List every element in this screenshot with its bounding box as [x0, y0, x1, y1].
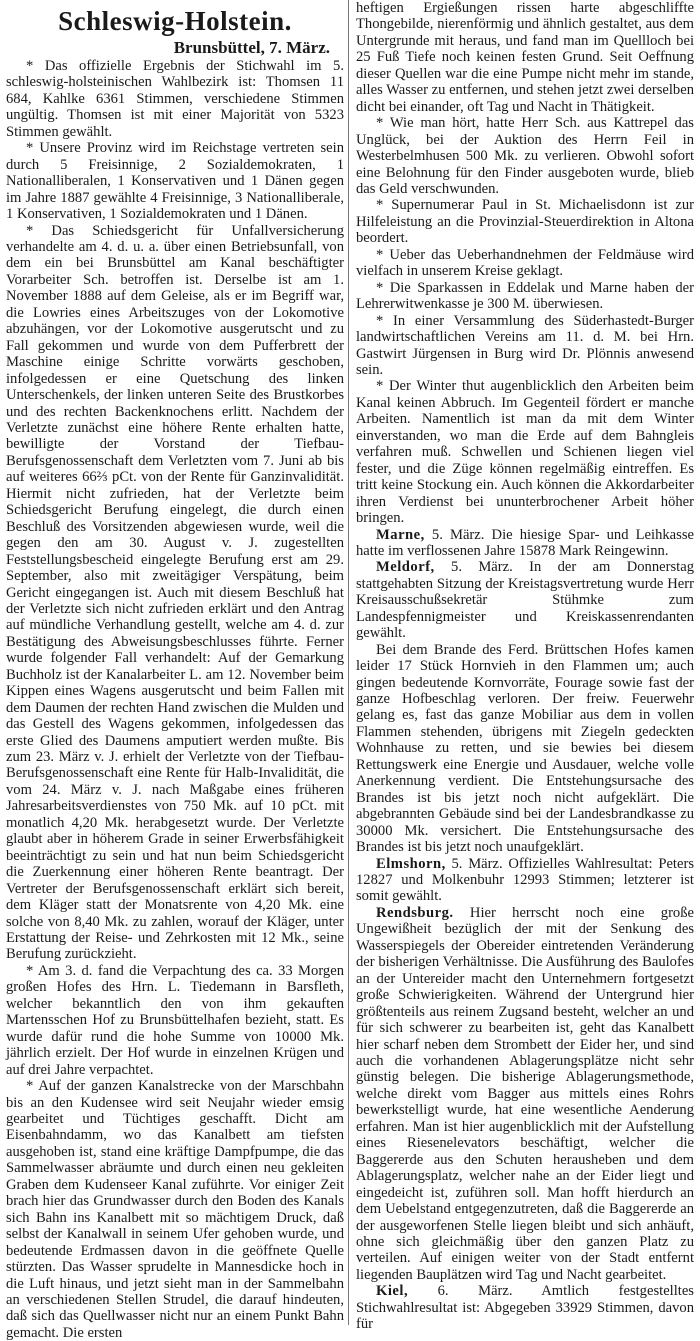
article-paragraph: * Ueber das Ueberhandnehmen der Feldmäuse wird vielfach in unserem Kreise geklagt.	[356, 246, 694, 280]
report-elmshorn	[356, 856, 694, 905]
column-divider	[348, 0, 349, 1325]
report-meldorf	[356, 559, 694, 641]
report-kiel	[356, 1283, 694, 1332]
report-marne	[356, 527, 694, 560]
report-text: 5. März. In der am Donnerstag stattgehabten Sitzung der Kreistagsvertretung wurde Herr Kreisausschußsekretär Stühmke zum Landespfennigmeister und Kreiskassenrendanten gewählt.	[356, 559, 694, 642]
place-name: Elmshorn,	[376, 855, 446, 872]
section-title: Schleswig-Holstein.	[58, 6, 292, 36]
article-paragraph: * In einer Versammlung des Süderhastedt-Burger landwirtschaftlichen Vereins am 11. d. M. bei Hrn. Gastwirt Jürgensen in Burg wird Dr. Plönnis anwesend sein.	[356, 312, 694, 378]
report-text: Hier herrscht noch eine große Ungewißheit bezüglich der mit der Senkung des Wasserspiegels der Obereider eintretenden Veränderung der bisherigen Verhältnisse. Die Ausführung des Baulofes an der Untereider macht den Unternehmern fortgesetzt große Schwierigkeiten. Während der Untergrund hier größtenteils aus reinem Zugsand besteht, welcher an und für sich schwerer zu bearbeiten ist, geht das Kanalbett hier scharf neben dem Strombett der Eider her, und sind auch die vorhandenen Ablagerungsplätze nicht sehr günstig belegen. Die bisherige Ablagerungsmethode, welche direkt vom Bagger aus mittels eines Rohrs bewerkstelligt wurde, hat eine wesentliche Aenderung erfahren. Man ist hier augenblicklich mit der Aufstellung eines Riesenelevators beschäftigt, welcher die Baggererde aus den Schuten herausheben und dem Ablagerungsplatz, welcher nahe an der Eider liegt und eingedeicht ist, zuführen soll. Man hofft hierdurch an dem Uebelstand entgegenzutreten, daß die Baggererde an der ausgeworfenen Stelle liegen bleibt und sich anhäuft, ohne sich gleichmäßig über den ganzen Platz zu verteilen. Auf einigen weiter von der Stadt entfernt liegenden Bauplätzen wird Tag und Nacht gearbeitet.	[356, 904, 694, 1283]
place-name: Kiel,	[376, 1283, 409, 1300]
place-name: Meldorf,	[376, 559, 435, 576]
article-continuation: heftigen Ergießungen rissen harte abgeschliffte Thongebilde, nierenförmig und ähnlich gestaltet, aus dem Untergrunde mit heraus, und fand man im Quellloch bei 25 Fuß Tiefe noch keinen festen Grund. Seit Oeffnung dieser Quellen war die eine Pumpe nicht mehr im stande, alles Wasser zu entfernen, und stehen jetzt zwei derselben dicht bei einander, oft Tag und Nacht in Thätigkeit.	[356, 0, 694, 115]
article-paragraph: * Am 3. d. fand die Verpachtung des ca. 33 Morgen großen Hofes des Hrn. L. Tiedemann in Barsfleth, welcher bekanntlich den von ihm gekauften Martensschen Hof zu Brunsbüttelhafen bezieht, statt. Es wurde dafür rund die hohe Summe von 10000 Mk. jährlich erzielt. Der Hof wurde in einzelnen Krügen und auf drei Jahre verpachtet.	[6, 962, 344, 1078]
place-name: Marne,	[376, 526, 425, 543]
article-paragraph: * Das Schiedsgericht für Unfallversicherung verhandelte am 4. d. u. a. über einen Betriebsunfall, von dem ein bei Brunsbüttel am Kanal beschäftigter Vorarbeiter Sch. betroffen ist. Derselbe ist am 1. November 1888 auf dem Geleise, als er im Begriff war, die Lowries eines Arbeitszuges von der Lokomotive abzuhängen, vor der Lokomotive ausgerutscht und zu Fall gekommen und wurde von dem Pufferbrett der Maschine einige Schritte vorwärts geschoben, infolgedessen er eine Quetschung des linken Unterschenkels, der linken unteren Seite des Brustkorbes und des rechten Backenknochens erlitt. Nachdem der Verletzte zunächst eine höhere Rente erhalten hatte, bewilligte der Vorstand der Tiefbau-Berufsgenossenschaft dem Verletzten vom 7. Juni ab bis auf weiteres 66⅔ pCt. von der Rente für Ganzinvalidität. Hiermit nicht zufrieden, hat der Verletzte beim Schiedsgericht Berufung eingelegt, die durch einen Beschluß des Vorsitzenden abgewiesen wurde, weil die gegen den am 30. August v. J. zugestellten Feststellungsbescheid eingelegte Berufung erst am 29. September, also mit zweitägiger Verspätung, beim Gericht eingegangen ist. Auch mit diesem Beschluß hat der Verletzte sich nicht zufrieden erklärt und den Antrag auf mündliche Verhandlung gestellt, welche am 4. d. zur Bestätigung des Abweisungsbeschlusses führte. Ferner wurde folgender Fall verhandelt: Auf der Gemarkung Buchholz ist der Kanalarbeiter L. am 12. November beim Kippen eines Wagens ausgerutscht und beim Fallen mit dem Daumen der rechten Hand zwischen die Mulden und das Gestell des Wagens gekommen, infolgedessen das erste Glied des Daumens amputiert werden mußte. Bis zum 23. März v. J. erhielt der Verletzte von der Tiefbau-Berufsgenossenschaft eine Rente für Halb-Invalidität, die vom 24. März v. J. nach Maßgabe eines früheren Jahresarbeitsverdienstes von 750 Mk. auf 10 pCt. mit monatlich 4,20 Mk. herabgesetzt wurde. Der Verletzte glaubt aber in höherem Grade in seiner Erwerbsfähigkeit beeinträchtigt zu sein und hat nun beim Schiedsgericht die Zuerkennung einer höheren Rente beantragt. Der Vertreter der Berufsgenossenschaft erklärt sich bereit, dem Kläger statt der Monatsrente von 4,20 Mk. eine solche von 8,40 Mk. zu zahlen, worauf der Kläger, unter Erstattung der Reise- und Zehrkosten mit 12 Mk., seine Berufung zurückzieht.	[6, 222, 344, 963]
report-fire	[356, 642, 694, 856]
article-paragraph: * Die Sparkassen in Eddelak und Marne haben der Lehrerwitwenkasse je 300 M. überwiesen.	[356, 279, 694, 313]
article-paragraph: * Supernumerar Paul in St. Michaelisdonn ist zur Hilfeleistung an die Provinzial-Steuerdirektion in Altona beordert.	[356, 197, 694, 247]
article-paragraph: * Das offizielle Ergebnis der Stichwahl im 5. schleswig-holsteinischen Wahlbezirk ist: Thomsen 11 684, Kahlke 6361 Stimmen, verschiedene Stimmen ungültig. Thomsen ist mit einer Majorität von 5323 Stimmen gewählt.	[6, 58, 344, 140]
article-paragraph: * Der Winter thut augenblicklich den Arbeiten beim Kanal keinen Abbruch. Im Gegenteil fördert er manche Arbeiten. Namentlich ist man da mit dem Winter einverstanden, wo man die Erde auf dem Bahngleis verfahren muß. Schwellen und Schienen liegen viel fester, und die Züge können regelmäßig eintreffen. Es tritt keine Stockung ein. Auch können die Akkordarbeiter ihren Verdienst bei ununterbrochener Arbeit höher bringen.	[356, 378, 694, 527]
report-text: 5. März. Die hiesige Spar- und Leihkasse hatte im verflossenen Jahre 15878 Mark Reingewinn.	[356, 526, 694, 559]
left-column	[6, 0, 344, 1341]
report-text: Bei dem Brande des Ferd. Brüttschen Hofes kamen leider 17 Stück Hornvieh in den Flammen um; auch gingen bedeutende Kornvorräte, Fourage sowie fast der ganze Hofbeschlag verloren. Der freiw. Feuerwehr gelang es, fast das ganze Mobiliar aus dem in vollen Flammen stehenden, übrigens mit Ziegeln gedeckten Wohnhause zu retten, und sie bewies bei diesem Rettungswerk eine Energie und Ausdauer, welche volle Anerkennung verdient. Die Entstehungsursache des Brandes ist bis jetzt noch nicht aufgeklärt. Die abgebrannten Gebäude sind bei der Landesbrandkasse zu 30000 Mk. versichert. Die Entstehungsursache des Brandes ist bis jetzt noch unaufgeklärt.	[356, 641, 694, 856]
report-text: 6. März. Amtlich festgestelltes Stichwahlresultat ist: Abgegeben 33929 Stimmen, davon für	[356, 1283, 694, 1333]
dateline: Brunsbüttel, 7. März.	[173, 38, 330, 57]
place-name: Rendsburg.	[376, 904, 454, 921]
article-paragraph: * Unsere Provinz wird im Reichstage vertreten sein durch 5 Freisinnige, 2 Sozialdemokraten, 1 Nationalliberalen, 1 Konservativen und 1 Dänen gegen im Jahre 1887 gewählte 4 Freisinnige, 3 Nationalliberale, 1 Konservativen, 1 Sozialdemokraten und 1 Dänen.	[6, 140, 344, 223]
article-paragraph: * Auf der ganzen Kanalstrecke von der Marschbahn bis an den Kudensee wird seit Neujahr wieder emsig gearbeitet und Tüchtiges geschafft. Dicht am Eisenbahndamm, wo das Kanalbett am tiefsten ausgehoben ist, stand eine kräftige Dampfpumpe, die das Sammelwasser abräumte und durch einen neu gekleiten Graben dem Kudenseer Kanal zuführte. Vor einiger Zeit brach hier das Grundwasser durch den Boden des Kanals sich Bahn ins Kanalbett mit so mächtigem Druck, daß selbst der Kanalwall in seinem Ufer gehoben wurde, und bedeutende Erdmassen davon in die geöffnete Quelle stürzten. Das Wasser sprudelte in Mannesdicke hoch in die Luft hinaus, und jetzt sieht man in der Sammelbahn an verschiedenen Stellen Strudel, die darauf hindeuten, daß sich das Quellwasser nicht nur an einem Punkt Bahn gemacht. Die ersten	[6, 1078, 344, 1341]
report-text: 5. März. Offizielles Wahlresultat: Peters 12827 und Molkenbuhr 12993 Stimmen; letzterer ist somit gewählt.	[356, 855, 694, 905]
article-paragraph: * Wie man hört, hatte Herr Sch. aus Kattrepel das Unglück, bei der Auktion des Herrn Feil in Westerbelmhusen 500 Mk. zu verlieren. Obwohl sofort eine Belohnung für den Finder ausgeboten wurde, blieb das Geld verschwunden.	[356, 115, 694, 197]
report-rendsburg	[356, 905, 694, 1283]
right-column	[356, 0, 694, 1333]
